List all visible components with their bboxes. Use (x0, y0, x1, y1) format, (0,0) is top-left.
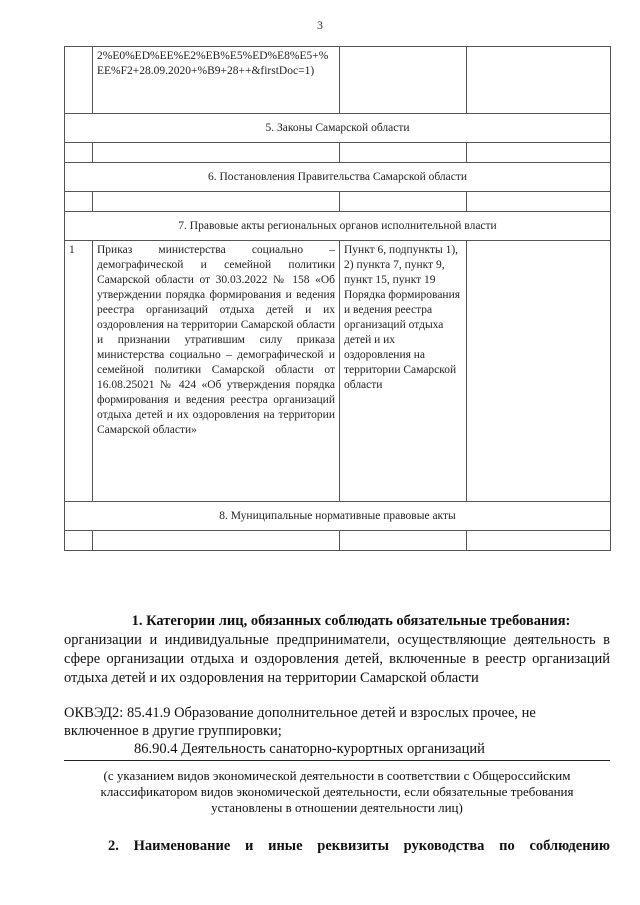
page-number: 3 (317, 18, 323, 32)
section-7-heading: 7. Правовые акты региональных органов исполнительной власти (65, 212, 611, 241)
link-text-cell: 2%E0%ED%EE%E2%EB%E5%ED%E8%E5+%EE%F2+28.09.2020+%B9+28++&firstDoc=1) (93, 47, 340, 114)
requirements-table (64, 46, 611, 551)
categories-title: 1. Категории лиц, обязанных соблюдать обязательные требования: (131, 613, 571, 629)
row-number: 1 (65, 241, 93, 502)
categories-text: организации и индивидуальные предприниматели, осуществляющие деятельность в сфере организации отдыха и оздоровления детей, включенные в реестр организаций отдыха детей и их оздоровления на территории Самарской области (64, 632, 610, 686)
section-2-title: 2. Наименование и иные реквизиты руководства по соблюдению (108, 838, 610, 854)
section-8-heading: 8. Муниципальные нормативные правовые акты (65, 502, 611, 531)
categories-section (64, 612, 610, 688)
table-row (65, 241, 611, 502)
section-5-heading: 5. Законы Самарской области (65, 114, 611, 143)
okved-block (64, 704, 610, 758)
table-row (65, 531, 611, 551)
divider (64, 760, 610, 761)
section-6-heading: 6. Постановления Правительства Самарской области (65, 163, 611, 192)
footnote: (с указанием видов экономической деятельности в соответствии с Общероссийским классификатором видов экономической деятельности, если обязательные требования установлены в отношении деятельности лиц) (100, 768, 574, 815)
document-title-cell: Приказ министерства социально – демографической и семейной политики Самарской области от 30.03.2022 № 158 «Об утверждении порядка формирования и ведения реестра организаций отдыха детей и их оздоровления на территории Самарской области и признании утратившим силу приказа министерства социально – демографической и семейной политики Самарской области от 16.08.25021 № 424 «Об утверждения порядка формирования и ведения реестра организаций отдыха детей и их оздоровления на территории Самарской области» (93, 241, 340, 502)
okved-line-1: ОКВЭД2: 85.41.9 Образование дополнительное детей и взрослых прочее, не включенное в другие группировки; (64, 705, 536, 739)
table-row (65, 192, 611, 212)
table-row (65, 143, 611, 163)
table-row (65, 47, 611, 114)
points-cell: Пункт 6, подпункты 1), 2) пункта 7, пункт 9, пункт 15, пункт 19 Порядка формирования и ведения реестра организаций отдыха детей и их оздоровления на территории Самарской области (340, 241, 467, 502)
okved-line-2: 86.90.4 Деятельность санаторно-курортных организаций (134, 741, 485, 757)
